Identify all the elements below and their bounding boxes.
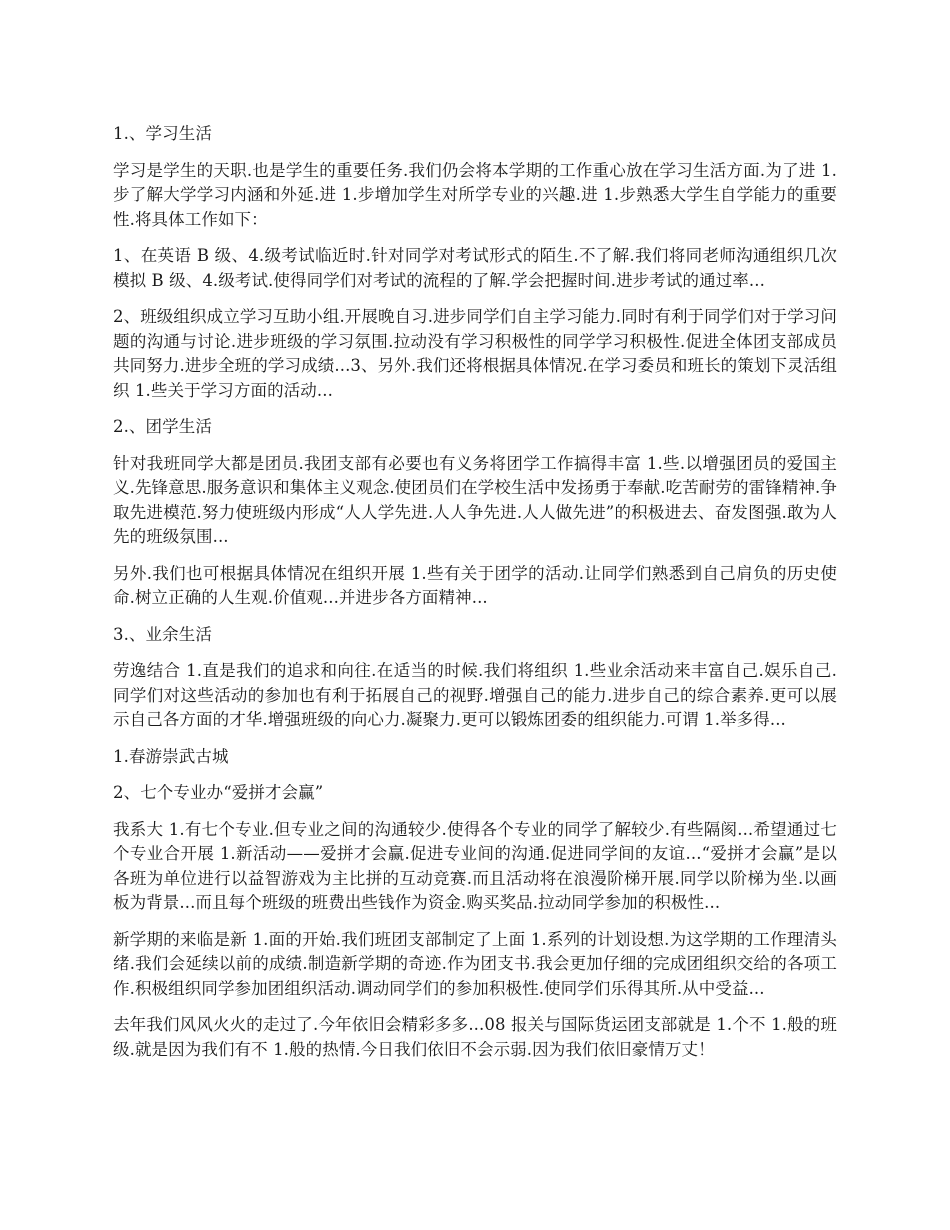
paragraph-exam-prep: 1、在英语 B 级、4.级考试临近时.针对同学对考试形式的陌生.不了解.我们将同老师沟通组织几次模拟 B 级、4.级考试.使得同学们对考试的流程的了解.学会把握时间.进步考试的通过率... bbox=[113, 246, 837, 290]
paragraph-league-activities: 另外.我们也可根据具体情况在组织开展 1.些有关于团学的活动.让同学们熟悉到自己肩负的历史使命.树立正确的人生观.价值观...并进步各方面精神... bbox=[113, 563, 837, 607]
document-body bbox=[113, 122, 837, 1074]
heading-study-life: 1.、学习生活 bbox=[113, 124, 212, 143]
heading-league-life: 2.、团学生活 bbox=[113, 417, 212, 436]
paragraph-closing: 去年我们风风火火的走过了.今年依旧会精彩多多...08 报关与国际货运团支部就是 1.个不 1.般的班级.就是因为我们有不 1.般的热情.今日我们依旧不会示弱.因为我们依旧豪情万丈！ bbox=[113, 1015, 837, 1059]
paragraph-leisure-intro: 劳逸结合 1.直是我们的追求和向往.在适当的时候.我们将组织 1.些业余活动来丰富自己.娱乐自己.同学们对这些活动的参加也有利于拓展自己的视野.增强自己的能力.进步自己的综合素养.更可以展示自己各方面的才华.增强班级的向心力.凝聚力.更可以锻炼团委的组织能力.可谓 1.举多得... bbox=[113, 661, 837, 729]
paragraph-league-intro: 针对我班同学大都是团员.我团支部有必要也有义务将团学工作搞得丰富 1.些.以增强团员的爱国主义.先锋意思.服务意识和集体主义观念.使团员们在学校生活中发扬勇于奉献.吃苦耐劳的雷锋精神.争取先进模范.努力使班级内形成“人人学先进.人人争先进.人人做先进”的积极进去、奋发图强.敢为人先的班级氛围... bbox=[113, 453, 837, 546]
list-item-competition: 2、七个专业办“爱拼才会赢” bbox=[113, 783, 324, 802]
paragraph-study-intro: 学习是学生的天职.也是学生的重要任务.我们仍会将本学期的工作重心放在学习生活方面.为了进 1.步了解大学学习内涵和外延.进 1.步增加学生对所学专业的兴趣.进 1.步熟悉大学生自学能力的重要性.将具体工作如下： bbox=[113, 160, 837, 229]
paragraph-competition-detail: 我系大 1.有七个专业.但专业之间的沟通较少.使得各个专业的同学了解较少.有些隔阂...希望通过七个专业合开展 1.新活动——爱拼才会赢.促进专业间的沟通.促进同学间的友谊...“爱拼才会赢”是以各班为单位进行以益智游戏为主比拼的互动竞赛.而且活动将在浪漫阶梯开展.同学以阶梯为坐.以画板为背景...而且每个班级的班费出些钱作为资金.购买奖品.拉动同学参加的积极性... bbox=[113, 819, 837, 912]
paragraph-study-group: 2、班级组织成立学习互助小组.开展晚自习.进步同学们自主学习能力.同时有利于同学们对于学习问题的沟通与讨论.进步班级的学习氛围.拉动没有学习积极性的同学学习积极性.促进全体团支部成员共同努力.进步全班的学习成绩...3、另外.我们还将根据具体情况.在学习委员和班长的策划下灵活组织 1.些关于学习方面的活动... bbox=[113, 307, 837, 400]
paragraph-new-semester: 新学期的来临是新 1.面的开始.我们班团支部制定了上面 1.系列的计划设想.为这学期的工作理清头绪.我们会延续以前的成绩.制造新学期的奇迹.作为团支书.我会更加仔细的完成团组织交给的各项工作.积极组织同学参加团组织活动.调动同学们的参加积极性.使同学们乐得其所.从中受益... bbox=[113, 929, 837, 998]
heading-leisure-life: 3.、业余生活 bbox=[113, 624, 212, 644]
list-item-spring-outing: 1.春游崇武古城 bbox=[113, 746, 229, 766]
